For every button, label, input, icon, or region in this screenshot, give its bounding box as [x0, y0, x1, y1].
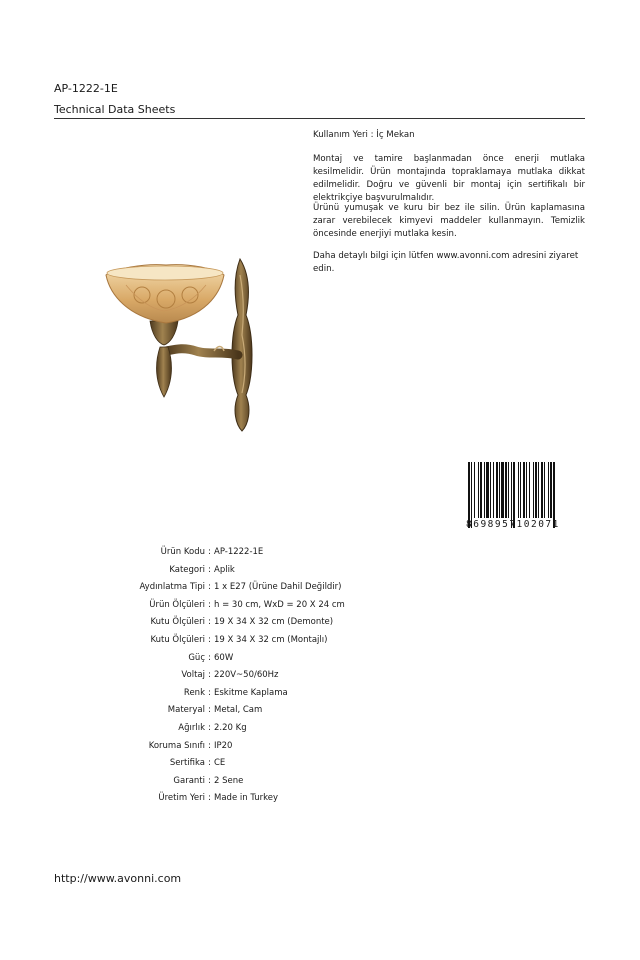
header-divider — [54, 118, 585, 119]
spec-separator: : — [208, 687, 211, 698]
barcode-bar — [508, 462, 509, 518]
barcode-bar — [486, 462, 489, 518]
barcode-bar — [550, 462, 552, 518]
barcode-bar — [526, 462, 527, 518]
spec-separator: : — [208, 599, 211, 610]
spec-row — [0, 579, 640, 596]
spec-label: Ürün Kodu — [160, 547, 205, 557]
spec-separator: : — [208, 652, 211, 663]
spec-row — [0, 562, 640, 579]
sheet-subtitle: Technical Data Sheets — [54, 103, 176, 116]
spec-label: Renk — [183, 687, 205, 698]
spec-separator: : — [208, 793, 211, 804]
spec-label: Ağırlık — [178, 723, 205, 733]
spec-row — [0, 702, 640, 719]
spec-value: 2 Sene — [214, 775, 244, 786]
spec-separator: : — [208, 635, 211, 645]
spec-separator: : — [208, 617, 211, 628]
spec-row — [0, 544, 640, 561]
spec-value: Metal, Cam — [214, 705, 263, 716]
spec-row — [0, 685, 640, 702]
spec-label: Ürün Ölçüleri — [149, 599, 205, 610]
barcode-bar — [496, 462, 498, 518]
spec-row — [0, 773, 640, 790]
barcode-bar — [529, 462, 530, 518]
barcode-bar — [538, 462, 539, 518]
spec-separator: : — [208, 705, 211, 716]
spec-row — [0, 738, 640, 755]
spec-separator: : — [208, 740, 211, 751]
barcode-bar — [523, 462, 525, 518]
spec-separator: : — [208, 775, 211, 786]
usage-location: Kullanım Yeri : İç Mekan — [313, 130, 415, 140]
spec-separator: : — [208, 582, 211, 593]
spec-row — [0, 650, 640, 667]
spec-value: 2.20 Kg — [214, 723, 247, 733]
spec-row — [0, 597, 640, 614]
spec-label: Materyal — [167, 705, 205, 716]
barcode-bar — [548, 462, 549, 518]
spec-value: Eskitme Kaplama — [214, 687, 288, 698]
spec-value: 19 X 34 X 32 cm (Demonte) — [214, 617, 334, 628]
barcode-bar — [480, 462, 482, 518]
spec-row — [0, 614, 640, 631]
spec-label: Kutu Ölçüleri — [150, 635, 205, 645]
installation-warning: Montaj ve tamire başlanmadan önce enerji mutlaka kesilmelidir. Ürün montajında topraklamaya mutlaka dikkat edilmelidir. Doğru ve güvenli bir montaj için sertifikalı bir elektrikçiye başvurulmalıdır. — [313, 154, 585, 203]
spec-row — [0, 790, 640, 807]
barcode-bar — [535, 462, 537, 518]
spec-value: Aplik — [214, 564, 235, 575]
spec-label: Güç — [188, 652, 205, 663]
barcode-number: 8698957102071 — [466, 519, 560, 530]
wall-sconce-image — [104, 255, 264, 435]
spec-label: Üretim Yeri — [158, 793, 205, 804]
spec-separator: : — [208, 758, 211, 769]
spec-separator: : — [208, 723, 211, 733]
spec-value: Made in Turkey — [214, 793, 278, 804]
barcode-bar — [474, 462, 475, 518]
spec-row — [0, 720, 640, 737]
barcode-bar — [499, 462, 500, 518]
barcode-bar — [541, 462, 543, 518]
barcode-bar — [544, 462, 545, 518]
barcode-bar — [493, 462, 494, 518]
spec-label: Kutu Ölçüleri — [150, 617, 205, 628]
barcode-bar — [490, 462, 491, 518]
barcode-bar — [478, 462, 479, 518]
spec-label: Voltaj — [181, 670, 205, 681]
spec-value: 60W — [214, 652, 234, 663]
spec-value: h = 30 cm, WxD = 20 X 24 cm — [214, 599, 345, 610]
spec-value: CE — [214, 758, 226, 769]
spec-value: 19 X 34 X 32 cm (Montajlı) — [214, 635, 328, 645]
spec-value: 1 x E27 (Ürüne Dahil Değildir) — [214, 582, 342, 593]
barcode-bar — [520, 462, 521, 518]
spec-row — [0, 755, 640, 772]
barcode-bar — [501, 462, 504, 518]
cleaning-instructions: Ürünü yumuşak ve kuru bir bez ile silin. Ürün kaplamasına zarar verebilecek kimyevi maddeler kullanmayın. Temizlik öncesinde enerjiyi mutlaka kesin. — [313, 203, 585, 239]
spec-row — [0, 667, 640, 684]
spec-label: Aydınlatma Tipi — [139, 582, 205, 593]
spec-label: Koruma Sınıfı — [148, 740, 205, 751]
spec-value: AP-1222-1E — [214, 547, 264, 557]
footer-website-link[interactable]: http://www.avonni.com — [54, 872, 182, 885]
barcode-bar — [484, 462, 485, 518]
spec-value: 220V~50/60Hz — [214, 670, 279, 681]
spec-separator: : — [208, 547, 211, 557]
barcode-bar — [518, 462, 519, 518]
spec-label: Sertifika — [169, 758, 205, 769]
spec-label: Garanti — [173, 775, 205, 786]
spec-row — [0, 632, 640, 649]
barcode-bar — [505, 462, 507, 518]
spec-separator: : — [208, 670, 211, 681]
spec-label: Kategori — [169, 564, 205, 575]
product-code-title: AP-1222-1E — [54, 82, 118, 95]
barcode-bar — [533, 462, 534, 518]
more-info-note: Daha detaylı bilgi için lütfen www.avonni.com adresini ziyaret edin. — [313, 251, 579, 274]
spec-separator: : — [208, 564, 211, 575]
spec-value: IP20 — [214, 740, 233, 751]
